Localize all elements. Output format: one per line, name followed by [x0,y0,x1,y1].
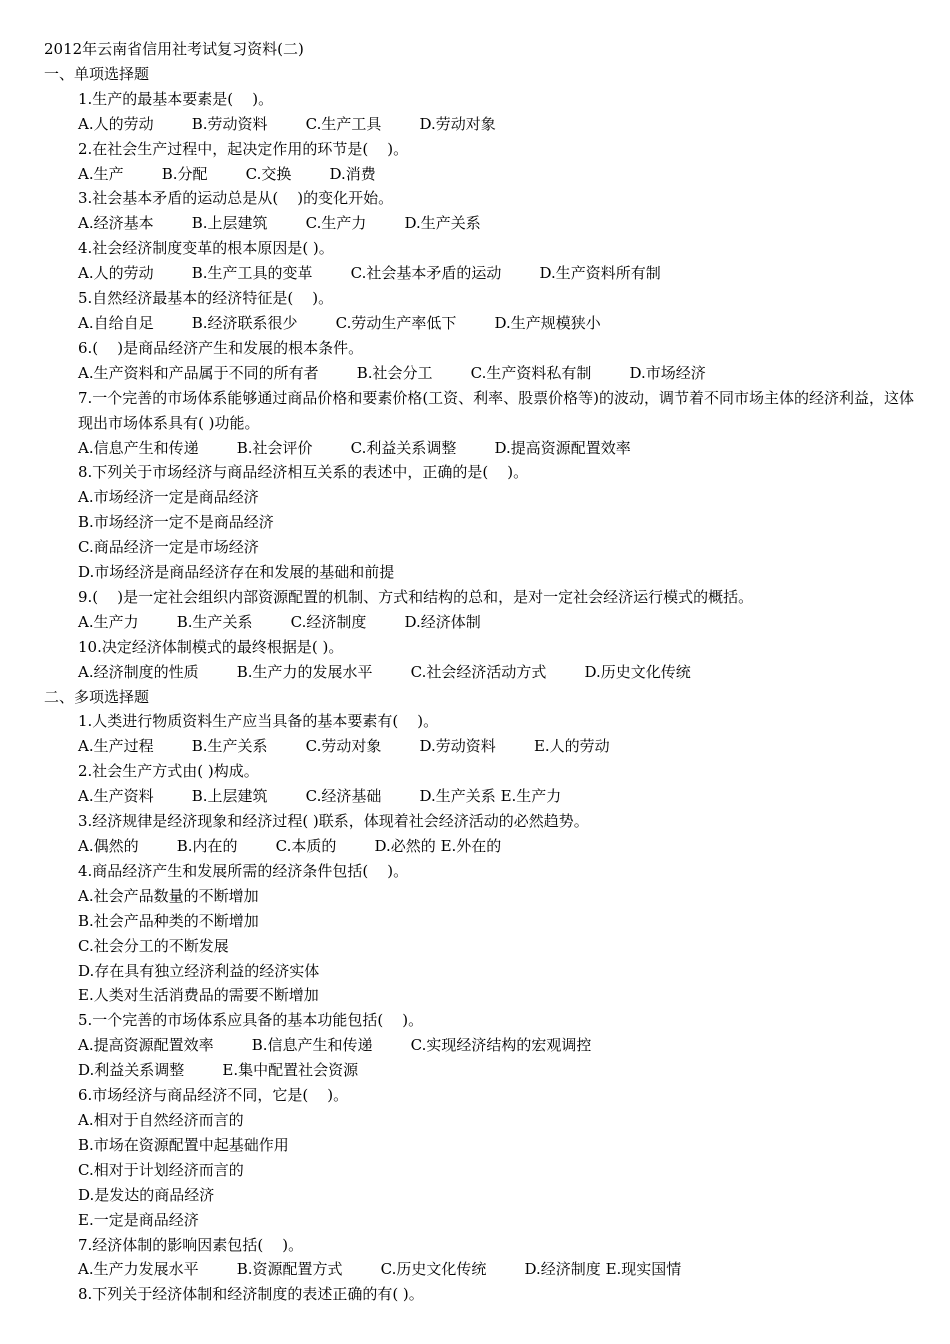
option-line: C.商品经济一定是市场经济 [78,538,259,557]
question-line: 2.社会生产方式由( )构成。 [78,762,259,781]
option-line: D.存在具有独立经济利益的经济实体 [78,961,320,980]
document-title: 2012年云南省信用社考试复习资料(二) [44,40,304,58]
options-line: A.人的劳动 B.劳动资料 C.生产工具 D.劳动对象 [78,114,496,133]
section-heading: 一、单项选择题 [44,64,150,83]
options-line: A.生产力发展水平 B.资源配置方式 C.历史文化传统 D.经济制度 E.现实国情 [78,1260,682,1279]
document-page [44,37,924,1307]
question-line: 6.市场经济与商品经济不同，它是( )。 [78,1086,349,1105]
option-line: A.社会产品数量的不断增加 [78,886,259,905]
question-line: 1.人类进行物质资料生产应当具备的基本要素有( )。 [78,712,439,731]
options-line: D.利益关系调整 E.集中配置社会资源 [78,1061,359,1080]
option-line: C.社会分工的不断发展 [78,936,229,955]
option-line: B.市场经济一定不是商品经济 [78,513,274,532]
option-line: D.是发达的商品经济 [78,1185,215,1204]
question-line: 8.下列关于市场经济与商品经济相互关系的表述中，正确的是( )。 [78,463,529,482]
question-line: 2.在社会生产过程中，起决定作用的环节是( )。 [78,139,409,158]
options-line: A.生产力 B.生产关系 C.经济制度 D.经济体制 [78,612,481,631]
options-line: A.经济制度的性质 B.生产力的发展水平 C.社会经济活动方式 D.历史文化传统 [78,662,691,681]
question-line: 8.下列关于经济体制和经济制度的表述正确的有( )。 [78,1285,424,1304]
question-line: 6.( )是商品经济产生和发展的根本条件。 [78,338,364,357]
question-line: 10.决定经济体制模式的最终根据是( )。 [78,637,344,656]
option-line: D.市场经济是商品经济存在和发展的基础和前提 [78,563,395,582]
options-line: A.生产 B.分配 C.交换 D.消费 [78,164,376,183]
option-line: E.一定是商品经济 [78,1210,199,1229]
section-single-choice [44,62,924,685]
section-multiple-choice [44,685,924,1308]
options-line: A.人的劳动 B.生产工具的变革 C.社会基本矛盾的运动 D.生产资料所有制 [78,264,661,283]
option-line: B.市场在资源配置中起基础作用 [78,1135,289,1154]
options-line: A.生产资料 B.上层建筑 C.经济基础 D.生产关系 E.生产力 [78,787,562,806]
options-line: A.自给自足 B.经济联系很少 C.劳动生产率低下 D.生产规模狭小 [78,313,601,332]
option-line: B.社会产品种类的不断增加 [78,911,259,930]
question-line: 4.商品经济产生和发展所需的经济条件包括( )。 [78,861,409,880]
options-line: A.生产资料和产品属于不同的所有者 B.社会分工 C.生产资料私有制 D.市场经济 [78,363,706,382]
options-line: A.提高资源配置效率 B.信息产生和传递 C.实现经济结构的宏观调控 [78,1036,592,1055]
question-line: 7.一个完善的市场体系能够通过商品价格和要素价格(工资、利率、股票价格等)的波动，调节着不同市场主体的经济利益，这体现出市场体系具有( )功能。 [78,388,915,432]
question-line: 3.经济规律是经济现象和经济过程( )联系，体现着社会经济活动的必然趋势。 [78,812,589,831]
question-line: 4.社会经济制度变革的根本原因是( )。 [78,239,334,258]
options-line: A.经济基本 B.上层建筑 C.生产力 D.生产关系 [78,214,481,233]
option-line: C.相对于计划经济而言的 [78,1160,244,1179]
option-line: A.市场经济一定是商品经济 [78,488,259,507]
question-line: 3.社会基本矛盾的运动总是从( )的变化开始。 [78,189,394,208]
section-heading: 二、多项选择题 [44,687,150,706]
question-line: 5.自然经济最基本的经济特征是( )。 [78,289,334,308]
option-line: A.相对于自然经济而言的 [78,1110,244,1129]
question-line: 5.一个完善的市场体系应具备的基本功能包括( )。 [78,1011,424,1030]
question-line: 1.生产的最基本要素是( )。 [78,89,274,108]
option-line: E.人类对生活消费品的需要不断增加 [78,986,319,1005]
question-line: 7.经济体制的影响因素包括( )。 [78,1235,304,1254]
options-line: A.偶然的 B.内在的 C.本质的 D.必然的 E.外在的 [78,837,502,855]
question-line: 9.( )是一定社会组织内部资源配置的机制、方式和结构的总和，是对一定社会经济运行模式的概括。 [78,587,754,606]
options-line: A.生产过程 B.生产关系 C.劳动对象 D.劳动资料 E.人的劳动 [78,737,610,756]
options-line: A.信息产生和传递 B.社会评价 C.利益关系调整 D.提高资源配置效率 [78,438,631,457]
